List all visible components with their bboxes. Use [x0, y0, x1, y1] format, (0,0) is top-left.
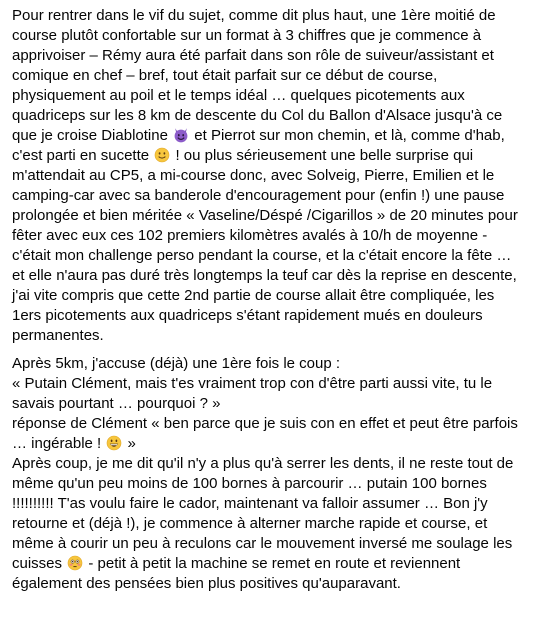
text-line: Après coup, je me dit qu'il n'y a plus qu'à serrer les dents, il ne reste tout de	[12, 455, 514, 472]
text-line: et elle n'aura pas duré très longtemps la teuf car dès la reprise en descente,	[12, 267, 517, 284]
paragraph-1	[12, 6, 540, 346]
text-line	[12, 554, 540, 574]
text-segment: que je croise Diablotine	[12, 127, 173, 144]
slightly-smiling-face-icon	[154, 147, 170, 163]
text-line: fêter avec eux ces 102 premiers kilomètres avalés à 10/h de moyenne -	[12, 227, 488, 244]
text-line	[12, 126, 540, 146]
text-line: réponse de Clément « ben parce que je suis con en effet et peut être parfois	[12, 415, 518, 432]
text-line: apprivoiser – Rémy aura été parfait dans son rôle de suiveur/assistant et	[12, 47, 494, 64]
text-line: Pour rentrer dans le vif du sujet, comme dit plus haut, une 1ère moitié de	[12, 7, 496, 24]
text-line: course plutôt confortable sur un format à 3 chiffres que je commence à	[12, 27, 482, 44]
text-line: retourne et (déjà !), je commence à alterner marche rapide et course, et	[12, 515, 488, 532]
text-line: Après 5km, j'accuse (déjà) une 1ère fois le coup :	[12, 355, 341, 372]
text-line: même à courir un peu à reculons car le mouvement inversé me soulage les	[12, 535, 513, 552]
text-line: même qu'un peu moins de 100 bornes à parcourir … putain 100 bornes	[12, 475, 487, 492]
text-line: c'était mon challenge perso pendant la course, et la c'était encore la fête …	[12, 247, 512, 264]
text-segment: … ingérable !	[12, 435, 106, 452]
text-segment: et Pierrot sur mon chemin, et là, comme d'hab,	[190, 127, 505, 144]
text-line: « Putain Clément, mais t'es vraiment trop con d'être parti aussi vite, tu le	[12, 375, 493, 392]
text-line: j'ai vite compris que cette 2nd partie de course allait être compliquée, les	[12, 287, 495, 304]
text-line: permanentes.	[12, 327, 104, 344]
text-line: !!!!!!!!!! T'as voulu faire le cador, maintenant va falloir assumer … Bon j'y	[12, 495, 488, 512]
text-line: savais pourtant … pourquoi ? »	[12, 395, 221, 412]
text-line: comique en chef – bref, tout était parfait sur ce début de course,	[12, 67, 438, 84]
text-line: camping-car avec sa banderole d'encouragement pour (enfin !) une pause	[12, 187, 505, 204]
text-segment: - petit à petit la machine se remet en route et reviennent	[84, 555, 461, 572]
text-segment: c'est parti en sucette	[12, 147, 154, 164]
flushed-face-icon	[67, 555, 83, 571]
text-segment: ! ou plus sérieusement une belle surprise qui	[171, 147, 474, 164]
text-line: prolongée et bien méritée « Vaseline/Déspé /Cigarillos » de 20 minutes pour	[12, 207, 518, 224]
text-segment: cuisses	[12, 555, 67, 572]
text-line: quadriceps sur les 8 km de descente du Col du Ballon d'Alsace jusqu'à ce	[12, 107, 503, 124]
text-line: également des pensées bien plus positives qu'auparavant.	[12, 575, 401, 592]
post-body	[12, 6, 540, 594]
text-line: m'attendait au CP5, a mi-course donc, avec Solveig, Pierre, Emilien et le	[12, 167, 495, 184]
text-segment: »	[123, 435, 136, 452]
text-line	[12, 146, 540, 166]
paragraph-2	[12, 354, 540, 594]
grinning-face-icon	[106, 435, 122, 451]
text-line: physiquement au poil et le temps idéal … quelques picotements aux	[12, 87, 465, 104]
smiling-face-with-horns-icon	[173, 127, 189, 143]
text-line	[12, 434, 540, 454]
text-line: 1ers picotements aux quadriceps s'étant rapidement mués en douleurs	[12, 307, 483, 324]
